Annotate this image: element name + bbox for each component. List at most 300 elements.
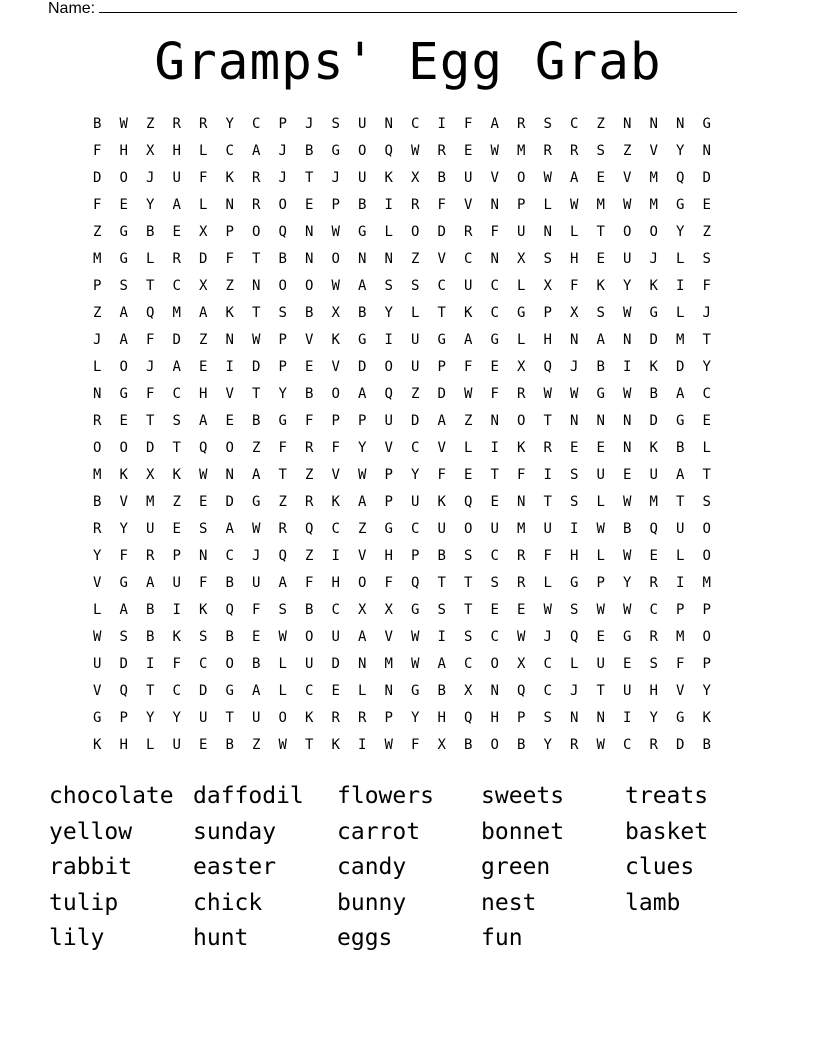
- grid-letter: S: [649, 656, 658, 672]
- grid-letter: B: [437, 683, 446, 699]
- grid-letter: E: [464, 467, 473, 483]
- word-list-item: tulip: [49, 889, 119, 916]
- grid-letter: G: [490, 332, 499, 348]
- grid-letter: W: [331, 224, 340, 240]
- grid-letter: J: [649, 251, 658, 267]
- grid-letter: O: [464, 521, 473, 537]
- grid-letter: F: [331, 440, 340, 456]
- grid-letter: L: [411, 305, 420, 321]
- grid-letter: S: [331, 116, 340, 132]
- grid-row: [84, 734, 735, 761]
- grid-letter: F: [93, 143, 102, 159]
- grid-letter: B: [358, 197, 367, 213]
- grid-letter: P: [411, 548, 420, 564]
- grid-letter: Z: [411, 251, 420, 267]
- grid-letter: I: [676, 278, 685, 294]
- grid-letter: X: [517, 359, 526, 375]
- grid-letter: B: [305, 602, 314, 618]
- grid-letter: A: [437, 656, 446, 672]
- grid-letter: W: [623, 548, 632, 564]
- grid-letter: D: [676, 359, 685, 375]
- grid-letter: E: [225, 413, 234, 429]
- grid-letter: W: [570, 386, 579, 402]
- grid-letter: D: [172, 332, 181, 348]
- grid-row: [84, 221, 735, 248]
- grid-letter: H: [570, 548, 579, 564]
- grid-letter: L: [199, 197, 208, 213]
- grid-letter: C: [225, 548, 234, 564]
- grid-letter: S: [199, 521, 208, 537]
- grid-letter: X: [146, 143, 155, 159]
- grid-letter: W: [411, 629, 420, 645]
- grid-letter: Z: [172, 494, 181, 510]
- grid-letter: F: [199, 170, 208, 186]
- grid-letter: Z: [305, 467, 314, 483]
- grid-letter: W: [464, 386, 473, 402]
- grid-letter: H: [199, 386, 208, 402]
- grid-letter: Y: [676, 143, 685, 159]
- grid-letter: J: [278, 143, 287, 159]
- grid-letter: L: [702, 440, 711, 456]
- grid-letter: E: [172, 224, 181, 240]
- grid-letter: Z: [464, 413, 473, 429]
- grid-letter: T: [305, 737, 314, 753]
- grid-letter: O: [702, 629, 711, 645]
- grid-letter: Z: [199, 332, 208, 348]
- grid-letter: G: [358, 332, 367, 348]
- grid-letter: E: [596, 170, 605, 186]
- grid-letter: A: [199, 413, 208, 429]
- grid-letter: N: [517, 494, 526, 510]
- grid-letter: L: [676, 305, 685, 321]
- grid-letter: T: [676, 494, 685, 510]
- grid-letter: W: [278, 737, 287, 753]
- grid-letter: J: [93, 332, 102, 348]
- grid-letter: W: [596, 737, 605, 753]
- grid-letter: K: [384, 170, 393, 186]
- grid-letter: S: [570, 494, 579, 510]
- grid-letter: F: [172, 656, 181, 672]
- grid-letter: A: [119, 602, 128, 618]
- word-list-item: sunday: [193, 818, 277, 845]
- grid-letter: P: [172, 548, 181, 564]
- grid-letter: L: [570, 224, 579, 240]
- grid-letter: X: [543, 278, 552, 294]
- grid-letter: J: [146, 359, 155, 375]
- grid-row: [84, 437, 735, 464]
- grid-letter: P: [702, 656, 711, 672]
- grid-letter: A: [596, 332, 605, 348]
- grid-letter: C: [331, 521, 340, 537]
- grid-letter: R: [305, 494, 314, 510]
- grid-letter: N: [225, 197, 234, 213]
- grid-letter: O: [490, 737, 499, 753]
- grid-letter: C: [252, 116, 261, 132]
- grid-letter: A: [252, 467, 261, 483]
- grid-letter: E: [596, 440, 605, 456]
- grid-letter: W: [623, 197, 632, 213]
- grid-letter: J: [252, 548, 261, 564]
- grid-letter: L: [570, 656, 579, 672]
- grid-letter: O: [358, 575, 367, 591]
- grid-letter: P: [119, 710, 128, 726]
- grid-letter: J: [278, 170, 287, 186]
- grid-letter: L: [146, 737, 155, 753]
- grid-letter: K: [119, 467, 128, 483]
- grid-letter: D: [411, 413, 420, 429]
- grid-letter: K: [172, 467, 181, 483]
- grid-letter: C: [305, 683, 314, 699]
- grid-letter: A: [252, 683, 261, 699]
- grid-letter: Z: [358, 521, 367, 537]
- grid-letter: H: [490, 710, 499, 726]
- grid-letter: U: [331, 629, 340, 645]
- grid-letter: B: [225, 629, 234, 645]
- grid-letter: P: [278, 116, 287, 132]
- grid-row: [84, 464, 735, 491]
- grid-letter: U: [252, 710, 261, 726]
- grid-letter: J: [146, 170, 155, 186]
- grid-letter: I: [570, 521, 579, 537]
- grid-letter: K: [172, 629, 181, 645]
- grid-letter: O: [305, 278, 314, 294]
- grid-letter: N: [384, 251, 393, 267]
- word-list-item: clues: [625, 854, 695, 880]
- grid-letter: C: [172, 386, 181, 402]
- grid-letter: K: [649, 440, 658, 456]
- grid-letter: U: [358, 170, 367, 186]
- grid-letter: R: [93, 521, 102, 537]
- grid-letter: F: [437, 467, 446, 483]
- grid-letter: R: [305, 440, 314, 456]
- letter-grid: [84, 113, 735, 761]
- grid-letter: W: [623, 305, 632, 321]
- grid-letter: A: [358, 386, 367, 402]
- grid-letter: Y: [702, 683, 711, 699]
- grid-letter: W: [543, 386, 552, 402]
- grid-row: [84, 194, 735, 221]
- grid-letter: U: [437, 521, 446, 537]
- grid-letter: Q: [676, 170, 685, 186]
- grid-letter: B: [596, 359, 605, 375]
- grid-letter: O: [252, 224, 261, 240]
- grid-letter: L: [278, 683, 287, 699]
- name-underline: [99, 0, 737, 13]
- grid-letter: B: [437, 548, 446, 564]
- grid-letter: E: [305, 359, 314, 375]
- grid-letter: G: [411, 683, 420, 699]
- grid-letter: D: [93, 170, 102, 186]
- grid-letter: T: [146, 413, 155, 429]
- grid-letter: J: [570, 683, 579, 699]
- grid-letter: S: [702, 494, 711, 510]
- grid-letter: F: [225, 251, 234, 267]
- grid-letter: W: [331, 278, 340, 294]
- word-list-item: bunny: [337, 889, 407, 916]
- grid-letter: J: [305, 116, 314, 132]
- grid-letter: M: [702, 575, 711, 591]
- grid-letter: Q: [278, 548, 287, 564]
- grid-letter: M: [649, 197, 658, 213]
- grid-letter: M: [649, 494, 658, 510]
- grid-letter: C: [543, 683, 552, 699]
- grid-letter: E: [199, 359, 208, 375]
- grid-letter: A: [490, 116, 499, 132]
- grid-letter: W: [623, 386, 632, 402]
- grid-letter: B: [252, 656, 261, 672]
- grid-letter: I: [172, 602, 181, 618]
- grid-letter: E: [623, 656, 632, 672]
- grid-letter: D: [225, 494, 234, 510]
- grid-letter: R: [464, 224, 473, 240]
- grid-letter: B: [225, 737, 234, 753]
- grid-letter: C: [570, 116, 579, 132]
- grid-letter: W: [543, 170, 552, 186]
- grid-letter: G: [649, 305, 658, 321]
- grid-letter: Y: [623, 575, 632, 591]
- grid-letter: F: [570, 278, 579, 294]
- grid-letter: P: [517, 710, 526, 726]
- grid-letter: R: [649, 575, 658, 591]
- grid-letter: N: [358, 656, 367, 672]
- grid-letter: E: [464, 143, 473, 159]
- grid-letter: W: [543, 602, 552, 618]
- grid-letter: K: [649, 359, 658, 375]
- grid-letter: S: [278, 305, 287, 321]
- grid-letter: V: [331, 359, 340, 375]
- grid-letter: Q: [199, 440, 208, 456]
- grid-letter: K: [331, 737, 340, 753]
- grid-letter: Q: [305, 521, 314, 537]
- grid-letter: E: [490, 359, 499, 375]
- grid-letter: V: [623, 170, 632, 186]
- grid-letter: U: [623, 683, 632, 699]
- word-list-item: bonnet: [481, 818, 565, 845]
- grid-letter: I: [623, 359, 632, 375]
- grid-letter: Z: [278, 494, 287, 510]
- grid-letter: Q: [649, 521, 658, 537]
- grid-letter: Q: [570, 629, 579, 645]
- grid-letter: L: [146, 251, 155, 267]
- grid-letter: W: [252, 521, 261, 537]
- grid-letter: G: [623, 629, 632, 645]
- grid-letter: Q: [464, 710, 473, 726]
- grid-letter: R: [517, 386, 526, 402]
- grid-letter: T: [702, 467, 711, 483]
- grid-letter: Y: [411, 710, 420, 726]
- grid-letter: L: [199, 143, 208, 159]
- grid-letter: Q: [464, 494, 473, 510]
- grid-letter: N: [570, 710, 579, 726]
- grid-letter: L: [543, 197, 552, 213]
- grid-letter: I: [437, 629, 446, 645]
- grid-letter: U: [676, 521, 685, 537]
- grid-letter: E: [517, 602, 526, 618]
- grid-letter: W: [199, 467, 208, 483]
- grid-row: [84, 572, 735, 599]
- grid-letter: P: [543, 305, 552, 321]
- grid-letter: S: [411, 278, 420, 294]
- grid-letter: M: [676, 332, 685, 348]
- grid-letter: O: [490, 656, 499, 672]
- grid-letter: W: [411, 143, 420, 159]
- grid-letter: U: [384, 413, 393, 429]
- grid-letter: B: [517, 737, 526, 753]
- grid-letter: A: [172, 197, 181, 213]
- grid-letter: X: [411, 170, 420, 186]
- grid-letter: U: [172, 170, 181, 186]
- grid-letter: E: [199, 494, 208, 510]
- grid-letter: B: [437, 170, 446, 186]
- grid-letter: E: [305, 197, 314, 213]
- grid-letter: G: [358, 224, 367, 240]
- grid-letter: C: [490, 305, 499, 321]
- grid-letter: P: [384, 494, 393, 510]
- grid-letter: E: [490, 494, 499, 510]
- grid-letter: W: [252, 332, 261, 348]
- grid-letter: N: [623, 440, 632, 456]
- grid-letter: P: [278, 359, 287, 375]
- grid-letter: W: [490, 143, 499, 159]
- grid-letter: S: [199, 629, 208, 645]
- grid-letter: D: [358, 359, 367, 375]
- word-list-item: green: [481, 854, 551, 880]
- grid-letter: W: [93, 629, 102, 645]
- grid-letter: Q: [225, 602, 234, 618]
- grid-letter: Q: [384, 386, 393, 402]
- grid-letter: D: [199, 251, 208, 267]
- grid-letter: M: [172, 305, 181, 321]
- grid-letter: H: [172, 143, 181, 159]
- grid-row: [84, 599, 735, 626]
- grid-letter: B: [305, 305, 314, 321]
- word-list-item: hunt: [193, 925, 249, 951]
- grid-letter: D: [199, 683, 208, 699]
- grid-letter: U: [464, 170, 473, 186]
- grid-row: [84, 491, 735, 518]
- grid-letter: V: [305, 332, 314, 348]
- grid-letter: E: [119, 197, 128, 213]
- grid-letter: S: [543, 710, 552, 726]
- grid-letter: R: [172, 251, 181, 267]
- grid-letter: U: [411, 359, 420, 375]
- grid-letter: Z: [93, 224, 102, 240]
- grid-letter: W: [596, 521, 605, 537]
- grid-letter: H: [543, 332, 552, 348]
- grid-letter: U: [411, 332, 420, 348]
- word-list-item: yellow: [49, 818, 133, 845]
- grid-letter: V: [358, 548, 367, 564]
- word-list-item: rabbit: [49, 854, 133, 880]
- grid-letter: N: [225, 332, 234, 348]
- grid-letter: R: [172, 116, 181, 132]
- grid-letter: S: [437, 602, 446, 618]
- grid-letter: W: [384, 737, 393, 753]
- grid-letter: C: [490, 548, 499, 564]
- grid-letter: B: [305, 143, 314, 159]
- grid-letter: G: [119, 386, 128, 402]
- grid-letter: Z: [93, 305, 102, 321]
- grid-letter: K: [225, 170, 234, 186]
- grid-letter: D: [331, 656, 340, 672]
- grid-letter: B: [252, 413, 261, 429]
- grid-letter: Q: [543, 359, 552, 375]
- grid-letter: F: [146, 332, 155, 348]
- grid-letter: X: [146, 467, 155, 483]
- grid-letter: K: [93, 737, 102, 753]
- grid-letter: X: [331, 305, 340, 321]
- grid-letter: V: [225, 386, 234, 402]
- grid-letter: E: [252, 629, 261, 645]
- grid-letter: B: [464, 737, 473, 753]
- grid-letter: N: [623, 413, 632, 429]
- grid-letter: R: [543, 440, 552, 456]
- grid-letter: K: [225, 305, 234, 321]
- grid-letter: J: [570, 359, 579, 375]
- grid-letter: N: [384, 683, 393, 699]
- grid-letter: F: [702, 278, 711, 294]
- grid-letter: D: [649, 413, 658, 429]
- grid-letter: O: [331, 386, 340, 402]
- grid-letter: Z: [623, 143, 632, 159]
- grid-letter: L: [676, 548, 685, 564]
- grid-letter: I: [225, 359, 234, 375]
- grid-letter: B: [676, 440, 685, 456]
- grid-letter: B: [225, 575, 234, 591]
- grid-letter: S: [464, 548, 473, 564]
- grid-letter: O: [225, 656, 234, 672]
- grid-letter: S: [278, 602, 287, 618]
- grid-letter: R: [649, 629, 658, 645]
- grid-letter: A: [146, 575, 155, 591]
- grid-letter: Y: [358, 440, 367, 456]
- grid-letter: V: [437, 440, 446, 456]
- grid-letter: V: [649, 143, 658, 159]
- grid-letter: E: [199, 737, 208, 753]
- grid-letter: U: [411, 494, 420, 510]
- grid-letter: Y: [649, 710, 658, 726]
- grid-letter: J: [331, 170, 340, 186]
- grid-letter: B: [146, 224, 155, 240]
- grid-letter: P: [331, 413, 340, 429]
- grid-letter: A: [199, 305, 208, 321]
- grid-letter: G: [676, 710, 685, 726]
- grid-letter: D: [437, 386, 446, 402]
- grid-letter: U: [172, 737, 181, 753]
- grid-letter: L: [676, 251, 685, 267]
- grid-letter: Y: [702, 359, 711, 375]
- grid-letter: C: [411, 521, 420, 537]
- grid-letter: R: [649, 737, 658, 753]
- grid-letter: O: [331, 251, 340, 267]
- grid-letter: O: [119, 170, 128, 186]
- grid-letter: L: [93, 602, 102, 618]
- grid-letter: F: [199, 575, 208, 591]
- word-list-item: basket: [625, 818, 709, 845]
- grid-letter: R: [278, 521, 287, 537]
- grid-row: [84, 329, 735, 356]
- grid-letter: O: [358, 143, 367, 159]
- grid-letter: C: [331, 602, 340, 618]
- grid-letter: G: [119, 575, 128, 591]
- grid-letter: O: [623, 224, 632, 240]
- grid-letter: D: [119, 656, 128, 672]
- grid-letter: R: [543, 143, 552, 159]
- grid-letter: N: [596, 710, 605, 726]
- grid-letter: V: [464, 197, 473, 213]
- grid-letter: T: [543, 494, 552, 510]
- grid-letter: N: [225, 467, 234, 483]
